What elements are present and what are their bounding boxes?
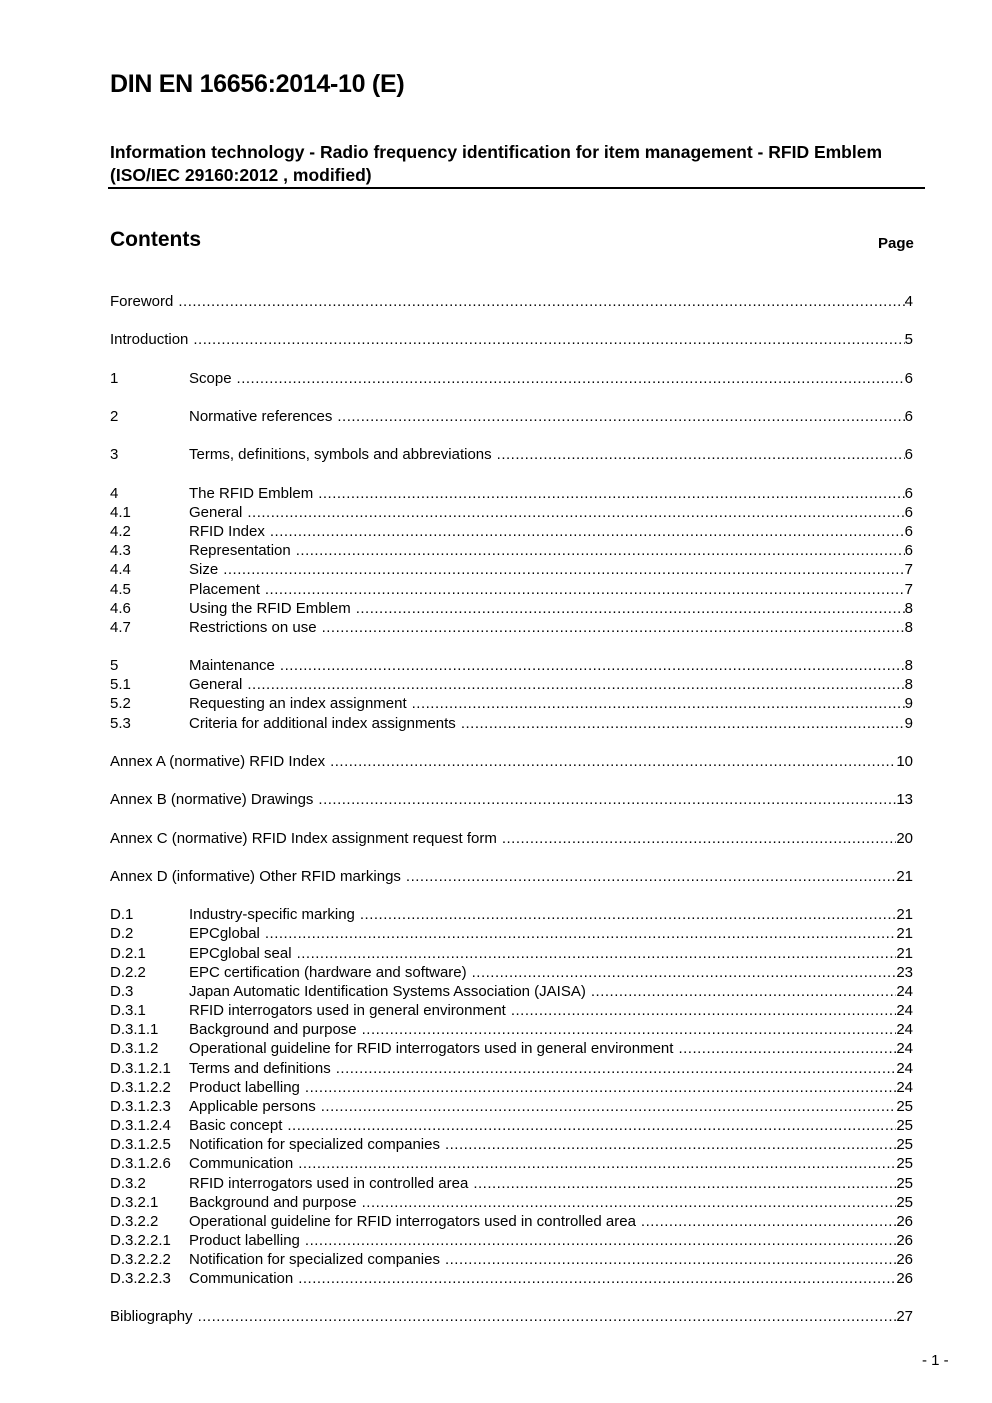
toc-page-number: 26	[896, 1270, 913, 1287]
toc-page-number: 24	[896, 1060, 913, 1077]
toc-entry[interactable]	[110, 599, 913, 618]
toc-dot-leader	[641, 1212, 896, 1231]
toc-entry[interactable]	[110, 541, 913, 560]
toc-entry[interactable]	[110, 1212, 913, 1231]
toc-section-number: D.3	[110, 983, 134, 1000]
toc-dot-leader	[678, 1039, 896, 1058]
toc-page-number: 6	[904, 370, 913, 387]
toc-entry[interactable]	[110, 522, 913, 541]
toc-section-number: D.2.1	[110, 945, 146, 962]
toc-dot-leader	[280, 656, 905, 675]
toc-page-number: 25	[896, 1175, 913, 1192]
toc-dot-leader	[297, 944, 897, 963]
toc-page-number: 8	[904, 619, 913, 636]
toc-entry[interactable]	[110, 1193, 913, 1212]
toc-section-number: 4.4	[110, 561, 131, 578]
toc-entry[interactable]	[110, 1250, 913, 1269]
toc-section-title: Product labelling	[189, 1232, 300, 1249]
toc-dot-leader	[298, 1269, 896, 1288]
toc-section-title: Criteria for additional index assignments	[189, 715, 456, 732]
toc-dot-leader	[360, 905, 896, 924]
toc-entry[interactable]	[110, 618, 913, 637]
toc-page-number: 9	[904, 715, 913, 732]
toc-section-number: 2	[110, 408, 119, 425]
toc-section-title: Annex B (normative) Drawings	[110, 791, 314, 808]
toc-section-title: Restrictions on use	[189, 619, 317, 636]
toc-section-title: Applicable persons	[189, 1098, 316, 1115]
toc-section-number: D.3.1.2.1	[110, 1060, 171, 1077]
toc-entry[interactable]	[110, 330, 913, 349]
toc-page-number: 8	[904, 657, 913, 674]
toc-section-title: Maintenance	[189, 657, 275, 674]
toc-section-title: Scope	[189, 370, 232, 387]
toc-section-title: The RFID Emblem	[189, 485, 314, 502]
toc-dot-leader	[247, 675, 904, 694]
toc-section-title: Operational guideline for RFID interrogators used in general environment	[189, 1040, 674, 1057]
toc-section-number: D.1	[110, 906, 134, 923]
toc-page-number: 7	[904, 561, 913, 578]
toc-section-number: 4.7	[110, 619, 131, 636]
toc-section-title: RFID interrogators used in controlled area	[189, 1175, 469, 1192]
toc-section-title: EPC certification (hardware and software)	[189, 964, 467, 981]
toc-dot-leader	[318, 484, 904, 503]
toc-section-title: Introduction	[110, 331, 189, 348]
toc-page-number: 6	[904, 542, 913, 559]
toc-page-number: 4	[904, 293, 913, 310]
toc-entry[interactable]	[110, 292, 913, 311]
toc-section-title: Requesting an index assignment	[189, 695, 407, 712]
toc-dot-leader	[287, 1116, 896, 1135]
toc-section-title: Product labelling	[189, 1079, 300, 1096]
toc-section-title: Normative references	[189, 408, 333, 425]
toc-page-number: 6	[904, 408, 913, 425]
toc-dot-leader	[461, 714, 905, 733]
toc-entry[interactable]	[110, 580, 913, 599]
toc-section-title: Background and purpose	[189, 1021, 357, 1038]
toc-page-number: 7	[904, 581, 913, 598]
toc-section-number: 5	[110, 657, 119, 674]
toc-entry[interactable]	[110, 982, 913, 1001]
toc-page-number: 5	[904, 331, 913, 348]
toc-page-number: 24	[896, 1021, 913, 1038]
toc-entry[interactable]	[110, 369, 913, 388]
toc-entry[interactable]	[110, 944, 913, 963]
toc-entry[interactable]	[110, 694, 913, 713]
toc-section-title: General	[189, 504, 243, 521]
toc-dot-leader	[305, 1231, 896, 1250]
toc-section-number: D.3.2.1	[110, 1194, 159, 1211]
toc-entry[interactable]	[110, 714, 913, 733]
toc-section-number: 3	[110, 446, 119, 463]
toc-page-number: 8	[904, 600, 913, 617]
toc-dot-leader	[237, 369, 905, 388]
toc-section-title: Terms, definitions, symbols and abbreviations	[189, 446, 492, 463]
toc-section-title: Operational guideline for RFID interrogators used in controlled area	[189, 1213, 636, 1230]
toc-page-number: 26	[896, 1232, 913, 1249]
toc-entry[interactable]	[110, 484, 913, 503]
toc-page-number: 25	[896, 1117, 913, 1134]
toc-dot-leader	[511, 1001, 896, 1020]
toc-section-number: D.2.2	[110, 964, 146, 981]
toc-entry[interactable]	[110, 1231, 913, 1250]
toc-entry[interactable]	[110, 924, 913, 943]
document-subtitle: Information technology - Radio frequency identification for item management - RFID Emblem (ISO/IEC 29160:2012 , modified)	[110, 142, 883, 185]
toc-entry[interactable]	[110, 790, 913, 809]
toc-entry[interactable]	[110, 1154, 913, 1173]
toc-section-title: Notification for specialized companies	[189, 1251, 440, 1268]
page-column-label: Page	[878, 235, 914, 252]
toc-entry[interactable]	[110, 675, 913, 694]
toc-section-number: D.3.1.2.4	[110, 1117, 171, 1134]
toc-page-number: 26	[896, 1213, 913, 1230]
toc-page-number: 21	[896, 945, 913, 962]
toc-section-number: D.3.2.2.2	[110, 1251, 171, 1268]
toc-page-number: 24	[896, 1002, 913, 1019]
toc-page-number: 24	[896, 1040, 913, 1057]
contents-heading: Contents	[110, 228, 201, 251]
toc-dot-leader	[305, 1078, 896, 1097]
toc-section-number: 4	[110, 485, 119, 502]
toc-section-number: D.2	[110, 925, 134, 942]
toc-page-number: 25	[896, 1155, 913, 1172]
toc-section-number: 5.3	[110, 715, 131, 732]
toc-page-number: 24	[896, 983, 913, 1000]
toc-section-title: Notification for specialized companies	[189, 1136, 440, 1153]
toc-entry[interactable]	[110, 963, 913, 982]
toc-page-number: 9	[904, 695, 913, 712]
toc-section-number: 4.6	[110, 600, 131, 617]
toc-section-number: 1	[110, 370, 119, 387]
toc-section-number: D.3.1.2.6	[110, 1155, 171, 1172]
toc-entry[interactable]	[110, 656, 913, 675]
toc-entry[interactable]	[110, 407, 913, 426]
toc-dot-leader	[198, 1307, 897, 1326]
toc-entry[interactable]	[110, 1174, 913, 1193]
toc-page-number: 23	[896, 964, 913, 981]
toc-entry[interactable]	[110, 1078, 913, 1097]
toc-dot-leader	[193, 330, 904, 349]
toc-entry[interactable]	[110, 829, 913, 848]
toc-dot-leader	[270, 522, 905, 541]
toc-entry[interactable]	[110, 867, 913, 886]
toc-page-number: 24	[896, 1079, 913, 1096]
toc-dot-leader	[223, 560, 904, 579]
toc-section-number: D.3.2.2.1	[110, 1232, 171, 1249]
toc-page-number: 6	[904, 504, 913, 521]
toc-section-title: Annex D (informative) Other RFID markings	[110, 868, 401, 885]
toc-dot-leader	[473, 1174, 896, 1193]
toc-dot-leader	[296, 541, 905, 560]
toc-page-number: 25	[896, 1136, 913, 1153]
toc-section-title: Representation	[189, 542, 291, 559]
toc-entry[interactable]	[110, 1269, 913, 1288]
toc-dot-leader	[321, 1097, 897, 1116]
toc-page-number: 21	[896, 906, 913, 923]
toc-dot-leader	[298, 1154, 896, 1173]
toc-section-number: D.3.1.2	[110, 1040, 159, 1057]
toc-section-title: Bibliography	[110, 1308, 193, 1325]
toc-page-number: 27	[896, 1308, 913, 1325]
toc-dot-leader	[178, 292, 904, 311]
toc-entry[interactable]	[110, 445, 913, 464]
toc-section-number: D.3.1.2.3	[110, 1098, 171, 1115]
toc-section-title: Industry-specific marking	[189, 906, 355, 923]
toc-dot-leader	[362, 1193, 897, 1212]
toc-dot-leader	[337, 407, 904, 426]
toc-section-number: 4.2	[110, 523, 131, 540]
toc-dot-leader	[265, 580, 905, 599]
toc-entry[interactable]	[110, 1001, 913, 1020]
toc-dot-leader	[472, 963, 897, 982]
toc-section-title: Communication	[189, 1270, 294, 1287]
toc-dot-leader	[322, 618, 905, 637]
toc-section-number: 4.1	[110, 504, 131, 521]
toc-page-number: 8	[904, 676, 913, 693]
toc-section-number: 5.2	[110, 695, 131, 712]
toc-page-number: 13	[896, 791, 913, 808]
toc-section-title: RFID interrogators used in general environment	[189, 1002, 506, 1019]
toc-section-number: D.3.2.2	[110, 1213, 159, 1230]
toc-section-title: Annex C (normative) RFID Index assignment request form	[110, 830, 497, 847]
toc-page-number: 21	[896, 868, 913, 885]
toc-entry[interactable]	[110, 752, 913, 771]
toc-section-number: D.3.1.2.5	[110, 1136, 171, 1153]
toc-page-number: 25	[896, 1098, 913, 1115]
toc-page-number: 6	[904, 485, 913, 502]
toc-dot-leader	[247, 503, 904, 522]
toc-section-number: D.3.1.1	[110, 1021, 159, 1038]
toc-section-title: Size	[189, 561, 219, 578]
toc-section-title: Basic concept	[189, 1117, 283, 1134]
toc-dot-leader	[362, 1020, 897, 1039]
toc-section-title: Using the RFID Emblem	[189, 600, 351, 617]
toc-page-number: 10	[896, 753, 913, 770]
toc-dot-leader	[497, 445, 905, 464]
toc-section-title: General	[189, 676, 243, 693]
toc-page-number: 6	[904, 523, 913, 540]
toc-section-title: Japan Automatic Identification Systems Association (JAISA)	[189, 983, 586, 1000]
document-title: DIN EN 16656:2014-10 (E)	[110, 70, 405, 98]
toc-section-title: Background and purpose	[189, 1194, 357, 1211]
toc-section-title: EPCglobal	[189, 925, 260, 942]
toc-page-number: 6	[904, 446, 913, 463]
toc-dot-leader	[318, 790, 896, 809]
toc-entry[interactable]	[110, 1116, 913, 1135]
toc-page-number: 25	[896, 1194, 913, 1211]
toc-dot-leader	[336, 1059, 897, 1078]
toc-entry[interactable]	[110, 1020, 913, 1039]
toc-section-number: 4.3	[110, 542, 131, 559]
toc-entry[interactable]	[110, 560, 913, 579]
toc-section-number: 5.1	[110, 676, 131, 693]
toc-dot-leader	[445, 1135, 896, 1154]
toc-page-number: 21	[896, 925, 913, 942]
toc-section-number: D.3.1	[110, 1002, 146, 1019]
toc-dot-leader	[406, 867, 896, 886]
toc-entry[interactable]	[110, 1039, 913, 1058]
toc-entry[interactable]	[110, 503, 913, 522]
toc-entry[interactable]	[110, 1135, 913, 1154]
toc-section-title: Terms and definitions	[189, 1060, 331, 1077]
toc-entry[interactable]	[110, 1307, 913, 1326]
toc-dot-leader	[265, 924, 896, 943]
toc-section-title: Foreword	[110, 293, 174, 310]
toc-entry[interactable]	[110, 1097, 913, 1116]
toc-section-title: EPCglobal seal	[189, 945, 292, 962]
toc-page-number: 20	[896, 830, 913, 847]
toc-entry[interactable]	[110, 905, 913, 924]
toc-dot-leader	[330, 752, 896, 771]
toc-section-number: D.3.2.2.3	[110, 1270, 171, 1287]
toc-section-number: D.3.2	[110, 1175, 146, 1192]
toc-dot-leader	[445, 1250, 896, 1269]
toc-section-title: Communication	[189, 1155, 294, 1172]
toc-dot-leader	[502, 829, 896, 848]
footer-page-number: - 1 -	[922, 1352, 949, 1369]
toc-section-title: Annex A (normative) RFID Index	[110, 753, 326, 770]
toc-dot-leader	[412, 694, 905, 713]
toc-section-title: Placement	[189, 581, 260, 598]
toc-section-title: RFID Index	[189, 523, 265, 540]
toc-dot-leader	[356, 599, 905, 618]
toc-section-number: 4.5	[110, 581, 131, 598]
toc-page-number: 26	[896, 1251, 913, 1268]
toc-section-number: D.3.1.2.2	[110, 1079, 171, 1096]
toc-dot-leader	[591, 982, 896, 1001]
toc-entry[interactable]	[110, 1059, 913, 1078]
